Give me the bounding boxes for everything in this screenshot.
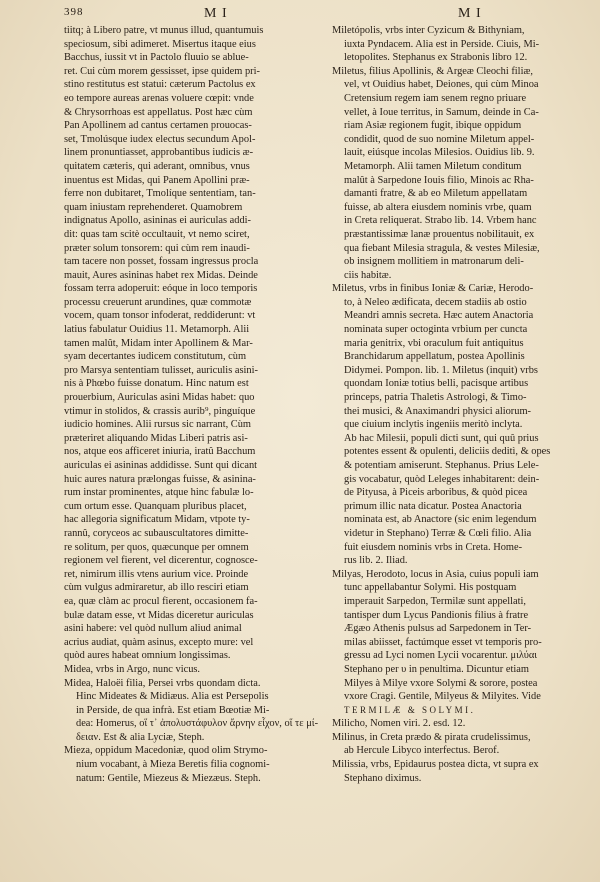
text-line: natum: Gentile, Miezeus & Miezæus. Steph.: [76, 772, 261, 784]
text-line: inuentus est Midas, qui Panem Apollini præ-: [64, 174, 250, 186]
text-line: regionem vel fierent, vel dicerentur, cognosce-: [64, 555, 258, 567]
text-line: in Perside, de qua infrà. Est etiam Bœotiæ Mi-: [76, 704, 270, 716]
text-line: ea, quæ clàm ac procul fierent, occasionem fa-: [64, 595, 258, 607]
text-line: Metamorph. Alii tamen Miletum conditum: [344, 160, 522, 172]
text-line: TERMILÆ & SOLYMI.: [344, 704, 476, 715]
text-line: vocem, quam tonsor infoderat, reddiderunt: vt: [64, 310, 256, 322]
running-header: [64, 6, 588, 22]
text-line: milas abiisset, factúmque esset vt temporis pro-: [344, 636, 542, 648]
text-line: nominata est, ab Anactore (sic enim legendum: [344, 514, 537, 526]
text-line: in Creta reliquerat. Strabo lib. 14. Vrbem hanc: [344, 215, 537, 227]
text-line: speciosum, sibi adimeret. Misertus itaque eius: [64, 38, 256, 50]
text-line: primum illic nata dicatur. Postea Anactoria: [344, 500, 522, 512]
text-line: fuit eiusdem nominis vrbs in Creta. Home-: [344, 541, 523, 553]
text-line: de Pityusa, à Piceis arboribus, & quòd picea: [344, 487, 528, 499]
text-line: damanti fratre, & ab eo Miletum appellatam: [344, 188, 528, 200]
text-line: ciis habitæ.: [344, 269, 392, 281]
text-line: riam Asiæ regionem fugit, ibique oppidum: [344, 120, 522, 132]
text-line: bulæ datam esse, vt Midas diceretur auriculas: [64, 609, 254, 621]
text-line: thei musici, & Anaximandri physici aliorum-: [344, 405, 532, 417]
text-line: dea: Homerus, οἵ τ᾽ ἀπολυστάφυλον ἄρνην εἶχον, οἵ τε μί-: [76, 718, 319, 730]
text-line: acrius audiat, quàm asinus, excepto mure: vel: [64, 636, 254, 648]
text-line: letopolites. Stephanus ex Strabonis libro 12.: [344, 52, 528, 64]
page-number: 398: [64, 6, 84, 18]
text-line: princeps, patria Thaletis Astrologi, & Timo-: [344, 392, 527, 404]
text-line: hac allegoria significatum Midam, vtpote ty-: [64, 514, 250, 526]
text-line: lauit, eiúsque incolas Milesios. Ouidius lib. 9.: [344, 147, 535, 159]
text-line: stino restitutus est statui: cæterum Pactolus ex: [64, 79, 256, 91]
text-line: syam decertantes iudicem constitutum, cùm: [64, 351, 247, 363]
text-line: rannû, coryceos ac subauscultatores dimitte-: [64, 527, 249, 539]
text-line: ret. Cui cùm morem gessisset, ipse quidem pri-: [64, 65, 260, 77]
text-line: quitatem cæteris, qui aderant, omnibus, vnus: [64, 160, 250, 172]
text-line: dit: quas tam scitè occultauit, vt nemo sciret,: [64, 228, 250, 240]
text-line: gressu ad Lyci nomen Lycii vocarentur. μιλύαι: [344, 650, 538, 662]
text-line: Milyas, Herodoto, locus in Asia, cuius populi iam: [332, 568, 539, 580]
text-line: processu creuerunt arundines, quæ commotæ: [64, 296, 252, 308]
text-line: re solitum, per quos, quæcunque per omnem: [64, 541, 249, 553]
text-line: & potentiam amiserunt. Stephanus. Prius Lele-: [344, 460, 539, 471]
text-line: præstantissimæ lanæ prouentus nobilitauit, ex: [344, 228, 535, 240]
text-line: Mieza, oppidum Macedoniæ, quod olim Strymo-: [64, 745, 268, 757]
header-letters-left: M I: [204, 6, 228, 21]
text-line: quam iniustam reprehenderet. Quamobrem: [64, 201, 243, 213]
text-line: Milinus, in Creta prædo & pirata crudelissimus,: [332, 731, 531, 743]
text-line: Ægæo Athenis pulsus ad Sarpedonem in Ter-: [344, 623, 532, 635]
left-text-column: [64, 24, 328, 785]
text-line: Bacchus, iussit vt in Pactolo fluuio se ablue-: [64, 52, 249, 64]
text-line: Stephano per υ in penultima. Dicuntur etiam: [344, 663, 529, 675]
text-line: indignatus Apollo, asininas ei auriculas addi-: [64, 215, 251, 227]
text-line: Midea, vrbs in Argo, nunc vicus.: [64, 663, 201, 675]
text-line: potentes essent & opulenti, deliciis deditì, & opes: [344, 446, 551, 458]
text-line: nis à Phœbo fuisse donatum. Hinc natum est: [64, 378, 249, 390]
text-line: ob insignem mollitiem in matronarum deli-: [344, 256, 524, 268]
text-line: maria genitrix, vbi oraculum fuit antiquitus: [344, 337, 524, 349]
text-line: linem pronuntiasset, approbantibus iudicis æ-: [64, 147, 254, 159]
text-line: Pan Apollinem ad cantus certamen prouocas-: [64, 120, 252, 132]
text-line: cum ortum esse. Quanquam pluribus placet,: [64, 500, 247, 512]
text-line: Midea, Haloëi filia, Persei vrbs quondam dicta.: [64, 677, 261, 689]
text-line: condidit, quod de suo nomine Miletum appel-: [344, 133, 535, 145]
text-line: iuxta Pyndacem. Alia est in Perside. Ciuis, Mi-: [344, 38, 540, 50]
text-line: set, Tmolúsque iudex electus secundum Apol-: [64, 133, 256, 145]
text-line: vxore Cragi. Gentile, Milyeus & Milyites. Vide: [344, 691, 541, 703]
text-line: nos, atque eos afficeret iniuria, iratû Bacchum: [64, 446, 256, 458]
text-line: Milicho, Nomen viri. 2. esd. 12.: [332, 718, 466, 730]
text-line: asini habere: vel quòd nullum aliud animal: [64, 623, 242, 635]
text-line: latius fabulatur Ouidius 11. Metamorph. Alii: [64, 324, 250, 336]
text-line: fuisse, ab altera eiusdem nominis vrbe, quam: [344, 201, 532, 213]
text-line: rus lib. 2. Iliad.: [344, 555, 408, 567]
text-line: Miletópolis, vrbs inter Cyzicum & Bithyniam,: [332, 25, 525, 36]
text-line: ferre non dubitaret, Tmolíque sententiam, tan-: [64, 188, 256, 200]
text-line: auriculas ei asininas addidisse. Sunt qui dicant: [64, 460, 258, 471]
text-line: nium vocabant, à Mieza Beretis filia cognomi-: [76, 759, 270, 771]
text-line: & Chrysorrhoas est appellatus. Post hæc cùm: [64, 106, 253, 118]
text-line: præteriret aliquando Midas Liberi patris asi-: [64, 432, 248, 444]
text-line: δειαν. Est & alia Lyciæ, Steph.: [76, 731, 205, 743]
header-letters-right: M I: [458, 6, 482, 21]
text-line: nominata super octoginta vrbium per cuncta: [344, 324, 528, 336]
text-line: imperauit Sarpedon, Termilæ sunt appellati,: [344, 595, 527, 607]
text-line: rum instar prominentes, atque hinc fabulæ lo-: [64, 487, 254, 499]
text-line: cùm vulgus admiraretur, ab illo resciri etiam: [64, 582, 249, 594]
text-line: Ab hac Milesii, populi dicti sunt, qui quû prius: [344, 432, 539, 444]
text-line: vel, vt Ouidius habet, Deiones, qui cùm Minoa: [344, 79, 539, 91]
text-line: vellet, à Ioue territus, in Samum, deinde in Ca-: [344, 106, 539, 118]
text-line: tantisper dum Lycus Pandionis filius à fratre: [344, 609, 529, 621]
text-line: tiitq; à Libero patre, vt munus illud, quantumuis: [64, 25, 264, 36]
text-line: Stephano diximus.: [344, 772, 422, 784]
text-line: malût à Sarpedone Iouis filio, Minois ac Rha-: [344, 174, 534, 186]
text-line: Cretensium regem iam senem regno priuare: [344, 92, 527, 104]
text-line: tunc appellabantur Solymi. His postquam: [344, 582, 517, 594]
text-line: fossam terra adoperuit: eóque in loco temporis: [64, 283, 258, 295]
text-line: tamen malût, Midam inter Apollinem & Mar-: [64, 337, 253, 349]
text-line: Miletus, vrbs in finibus Ioniæ & Cariæ, Herodo-: [332, 283, 534, 295]
text-line: iudicio homines. Alii rursus sic narrant, Cùm: [64, 419, 252, 431]
text-line: videtur in Stephano) Terræ & Cœli filio. Alia: [344, 527, 532, 539]
text-line: que ciuium inclytis ingeniis meritò inclyta.: [344, 419, 523, 431]
text-line: quòd aures habeat omnium longissimas.: [64, 650, 231, 662]
text-line: Milyes à Milye vxore Solymi & sorore, postea: [344, 677, 538, 689]
text-line: Miletus, filius Apollinis, & Argeæ Cleochi filiæ,: [332, 65, 533, 77]
text-line: prouerbium, Auriculas asini Midas habet: quo: [64, 392, 255, 404]
text-line: Milissia, vrbs, Epidaurus postea dicta, vt supra ex: [332, 759, 539, 771]
text-line: præter solum tonsorem: qui cùm rem inaudi-: [64, 242, 250, 254]
text-line: Hinc Mideates & Midiæus. Alia est Persepolis: [76, 691, 269, 703]
text-line: gis vocabatur, quòd Leleges inhabitarent: dein-: [344, 473, 540, 485]
text-line: vtimur in stolidos, & crassis aurib⁹, pinguíque: [64, 405, 256, 417]
text-line: Branchidarum appellatum, postea Apollinis: [344, 351, 525, 363]
text-line: ab Hercule Libyco interfectus. Berof.: [344, 745, 500, 757]
text-line: eo tempore aureas arenas voluere cœpit: vnde: [64, 92, 254, 104]
right-text-column: [332, 24, 590, 785]
text-line: pro Marsya sententiam tulisset, auriculis asini-: [64, 364, 258, 376]
text-line: huic aures natura prælongas fuisse, & asinina-: [64, 473, 256, 485]
text-line: ret, nimirum illis vtens aurium vice. Proinde: [64, 568, 249, 580]
text-line: to, à Neleo ædificata, decem stadiis ab ostio: [344, 296, 527, 308]
text-line: qua fiebant Milesia stragula, & vestes Milesiæ,: [344, 242, 540, 254]
text-line: tam tacere non posset, fossam ingressus procla: [64, 256, 259, 268]
text-line: Didymei. Pompon. lib. 1. Miletus (inquit) vrbs: [344, 364, 538, 376]
text-line: Meandri amnis secreta. Hæc autem Anactoria: [344, 310, 534, 322]
text-line: quondam Ioniæ totius belli, pacisque artibus: [344, 378, 529, 390]
text-line: mauit, Aures asininas habet rex Midas. Deinde: [64, 269, 258, 281]
